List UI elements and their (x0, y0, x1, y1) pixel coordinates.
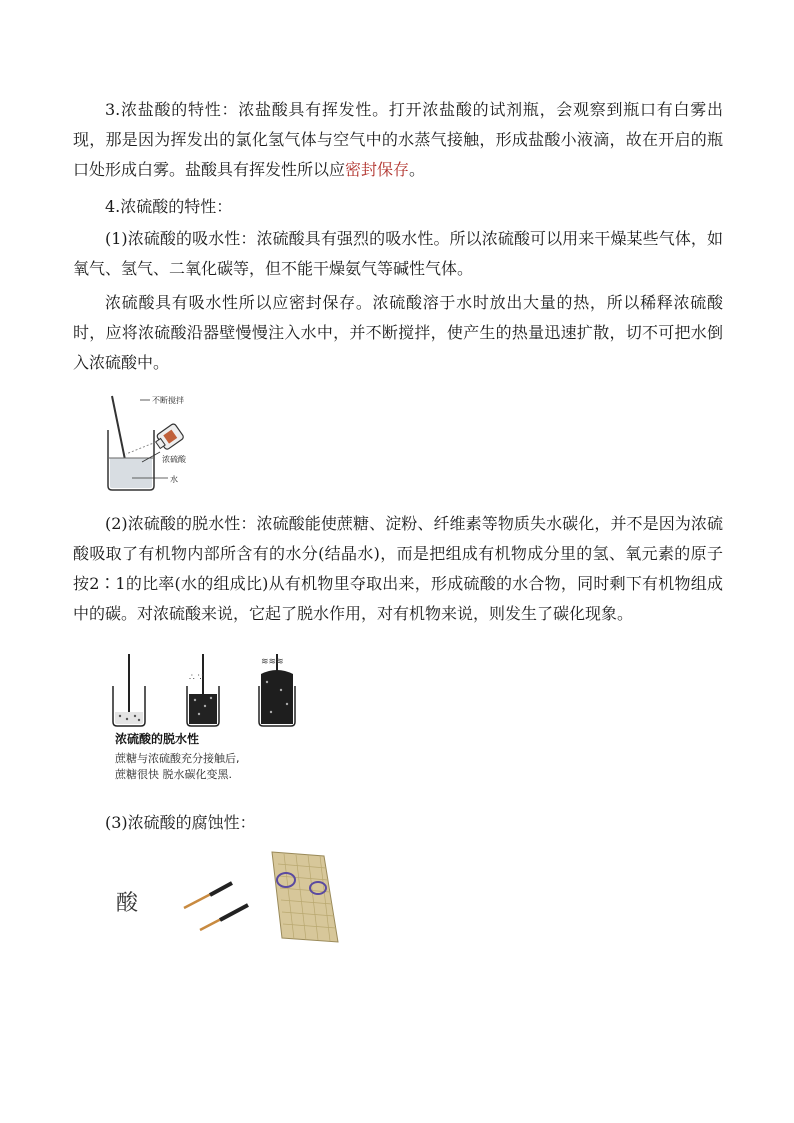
dehydration-title: 浓硫酸的脱水性 (115, 732, 200, 746)
hcl-text-end: 。 (409, 160, 426, 179)
heading-corrosiveness: (3)浓硫酸的腐蚀性： (105, 813, 256, 832)
dilution-figure (100, 392, 210, 492)
dehydration-figure (105, 652, 315, 782)
beaker-carbonizing (187, 654, 219, 726)
highlight-sealed-storage: 密封保存 (345, 160, 410, 179)
dehydration-caption-1: 蔗糖与浓硫酸充分接触后, (115, 752, 240, 765)
water-in-beaker (110, 458, 152, 488)
label-water: 水 (170, 475, 178, 484)
svg-text:≋≋≋: ≋≋≋ (261, 657, 284, 667)
hcl-text: 3.浓盐酸的特性：浓盐酸具有挥发性。打开浓盐酸的试剂瓶，会观察到瓶口有白雾出现，那是因为挥发出的氯化氢气体与空气中的水蒸气接触，形成盐酸小液滴，故在开启的瓶口处形成白雾。盐酸具有挥发性所以应 (73, 100, 723, 179)
paragraph-hcl-volatility (73, 95, 723, 185)
dehydration-caption-2: 蔗糖很快 脱水碳化变黑. (115, 768, 232, 781)
heading-sulfuric-acid-properties: 4.浓硫酸的特性： (105, 197, 233, 216)
svg-text:∴ ∵: ∴ ∵ (189, 673, 204, 683)
corrosion-figure (112, 850, 342, 945)
label-stir: 不断搅拌 (152, 396, 184, 405)
paragraph-dehydration: (2)浓硫酸的脱水性：浓硫酸能使蔗糖、淀粉、纤维素等物质失水碳化，并不是因为浓硫酸吸取了有机物内部所含有的水分(结晶水)，而是把组成有机物成分里的氢、氧元素的原子按2∶1的比率(水的组成比)从有机物里夺取出来，形成硫酸的水合物，同时剩下有机物组成中的碳。对浓硫酸来说，它起了脱水作用，对有机物来说，则发生了碳化现象。 (73, 514, 723, 623)
charred-sticks (184, 883, 248, 930)
paragraph-water-absorption: (1)浓硫酸的吸水性：浓硫酸具有强烈的吸水性。所以浓硫酸可以用来干燥某些气体，如氧气、氢气、二氧化碳等，但不能干燥氨气等碱性气体。 (73, 229, 723, 278)
beaker-sugar (113, 654, 145, 726)
acid-character: 酸 (116, 891, 139, 916)
beaker-carbon-column (259, 654, 295, 726)
acid-bottle (153, 423, 185, 453)
corroded-cloth (272, 852, 338, 942)
label-acid: 浓硫酸 (162, 455, 186, 464)
paragraph-dilution: 浓硫酸具有吸水性所以应密封保存。浓硫酸溶于水时放出大量的热，所以稀释浓硫酸时，应将浓硫酸沿器壁慢慢注入水中，并不断搅拌，使产生的热量迅速扩散，切不可把水倒入浓硫酸中。 (73, 293, 723, 372)
